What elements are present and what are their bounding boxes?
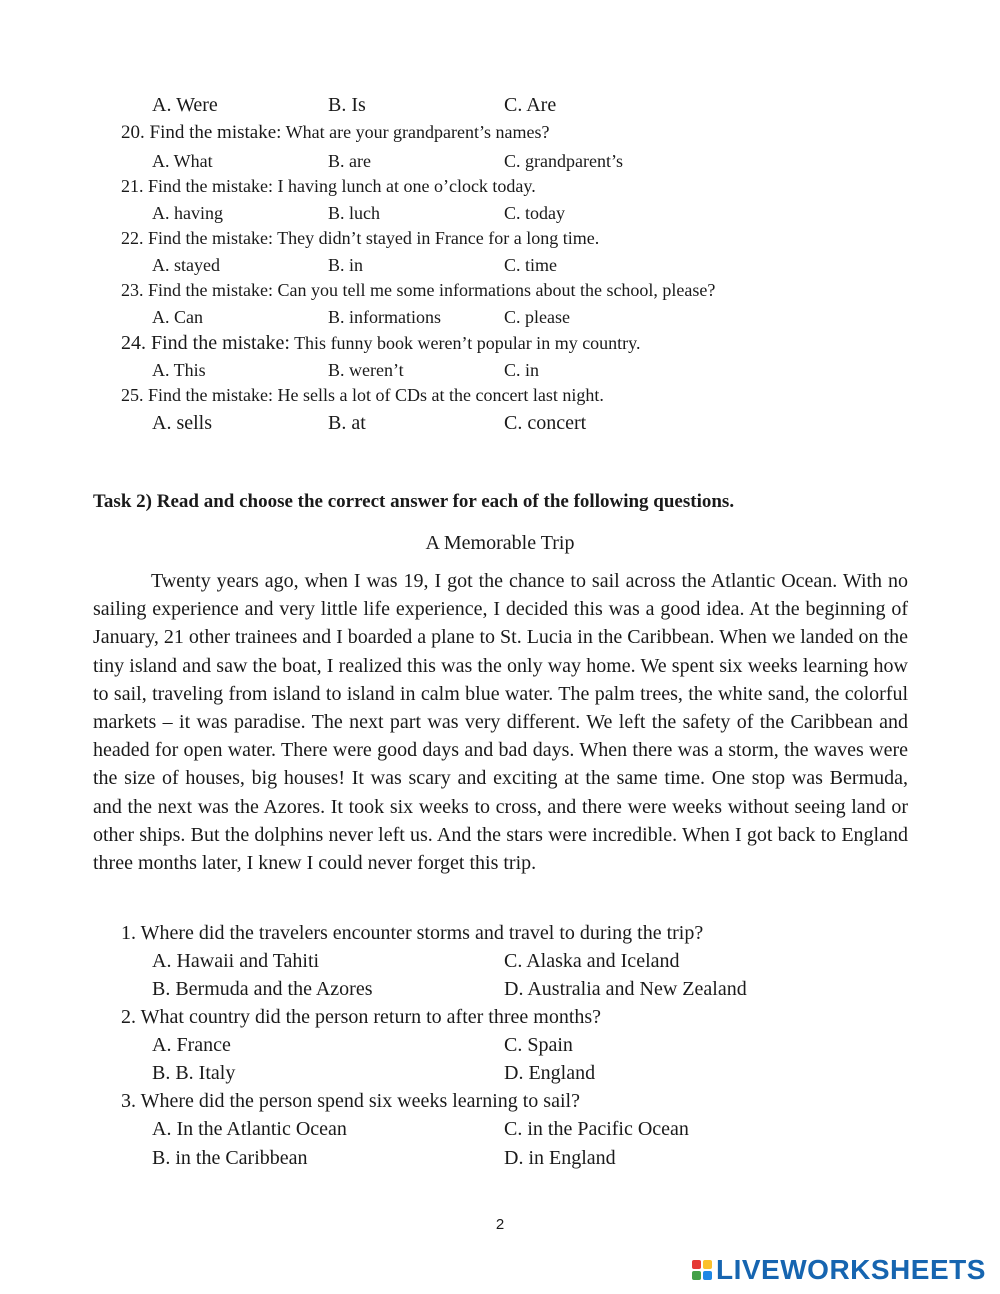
liveworksheets-logo	[692, 1254, 986, 1286]
logo-tile	[703, 1260, 712, 1269]
question-20: 20. Find the mistake: What are your grandparent’s names?	[121, 122, 550, 143]
option-c: C. Spain	[504, 1034, 573, 1056]
option-d: D. in England	[504, 1147, 616, 1169]
option-b: B. weren’t	[328, 360, 404, 380]
option-b: B. at	[328, 412, 366, 434]
option-a: A. sells	[152, 412, 212, 434]
option-c: C. concert	[504, 412, 587, 434]
reading-passage: Twenty years ago, when I was 19, I got the chance to sail across the Atlantic Ocean. With no sailing experience and very little life experience, I decided this was a good idea. At the beginning of January, 21 other trainees and I boarded a plane to St. Lucia in the Caribbean. When we landed on the tiny island and saw the boat, I realized this was the only way home. We spent six weeks learning how to sail, traveling from island to island in calm blue water. The palm trees, the white sand, the colorful markets – it was paradise. The next part was very different. We left the safety of the Caribbean and headed for open water. There were good days and bad days. When there was a storm, the waves were the size of houses, big houses! It was scary and exciting at the same time. One stop was Bermuda, and the next was the Azores. It took six weeks to cross, and there were weeks without seeing land or other ships. But the dolphins never left us. And the stars were incredible. When I got back to England three months later, I knew I could never forget this trip.	[93, 570, 908, 875]
option-b: B. B. Italy	[152, 1062, 236, 1084]
logo-tile	[692, 1271, 701, 1280]
question-21: 21. Find the mistake: I having lunch at one o’clock today.	[121, 176, 536, 196]
option-a: A. This	[152, 360, 206, 380]
question-25: 25. Find the mistake: He sells a lot of CDs at the concert last night.	[121, 385, 604, 405]
option-c: C. Alaska and Iceland	[504, 950, 680, 972]
option-c: C. in the Pacific Ocean	[504, 1118, 689, 1140]
option-d: D. England	[504, 1062, 596, 1084]
option-a: A. In the Atlantic Ocean	[152, 1118, 347, 1140]
option-a: A. Hawaii and Tahiti	[152, 950, 320, 972]
logo-tile	[692, 1260, 701, 1269]
option-b: B. are	[328, 151, 371, 171]
question-24: 24. Find the mistake: This funny book weren’t popular in my country.	[121, 332, 641, 354]
option-b: B. informations	[328, 307, 441, 327]
option-b: B. in the Caribbean	[152, 1147, 308, 1169]
option-b: B. Bermuda and the Azores	[152, 978, 373, 1000]
option-a: A. Can	[152, 307, 203, 327]
logo-text: LIVEWORKSHEETS	[716, 1254, 986, 1285]
task-heading: Task 2) Read and choose the correct answer for each of the following questions.	[93, 491, 735, 512]
option-b: B. Is	[328, 94, 366, 116]
option-d: D. Australia and New Zealand	[504, 978, 747, 1000]
option-c: C. in	[504, 360, 540, 380]
option-b: B. in	[328, 255, 364, 275]
option-a: A. What	[152, 151, 213, 171]
option-c: C. today	[504, 203, 565, 223]
option-c: C. please	[504, 307, 570, 327]
option-a: A. stayed	[152, 255, 220, 275]
question-23: 23. Find the mistake: Can you tell me some informations about the school, please?	[121, 280, 716, 300]
page-number: 2	[495, 1216, 505, 1233]
option-a: A. Were	[152, 94, 218, 116]
option-a: A. France	[152, 1034, 231, 1056]
reading-question-3: 3. Where did the person spend six weeks learning to sail?	[121, 1090, 580, 1112]
logo-tile	[703, 1271, 712, 1280]
reading-question-2: 2. What country did the person return to after three months?	[121, 1006, 602, 1028]
option-c: C. grandparent’s	[504, 151, 623, 171]
question-22: 22. Find the mistake: They didn’t stayed in France for a long time.	[121, 228, 600, 248]
option-c: C. time	[504, 255, 557, 275]
option-a: A. having	[152, 203, 223, 223]
option-b: B. luch	[328, 203, 380, 223]
logo-grid-icon	[692, 1260, 712, 1280]
reading-question-1: 1. Where did the travelers encounter storms and travel to during the trip?	[121, 922, 704, 944]
option-c: C. Are	[504, 94, 557, 116]
story-title: A Memorable Trip	[425, 532, 575, 554]
